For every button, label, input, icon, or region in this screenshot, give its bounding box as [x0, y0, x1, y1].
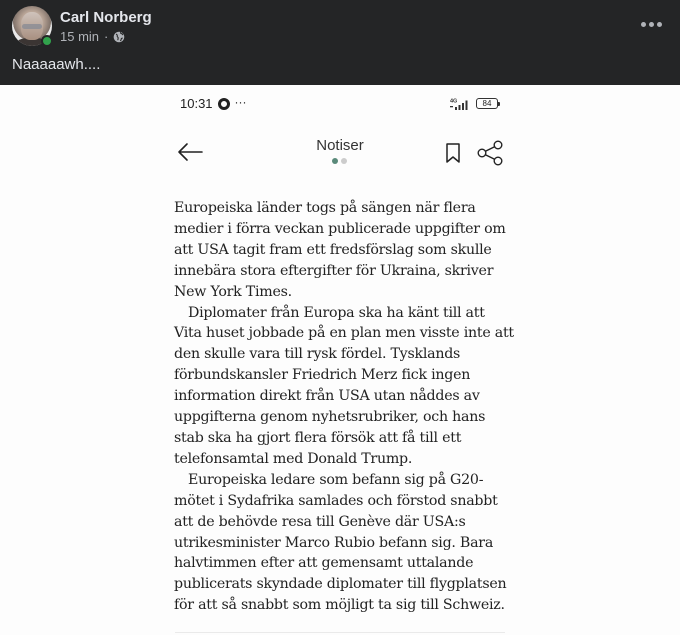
pager-dot[interactable] — [341, 158, 347, 164]
arrow-left-icon[interactable] — [175, 140, 205, 164]
globe-icon[interactable] — [113, 31, 125, 43]
status-dots: ··· — [234, 94, 247, 109]
post-time[interactable]: 15 min — [60, 29, 100, 44]
phone-status-bar — [180, 96, 247, 111]
divider — [175, 632, 505, 633]
more-horizontal-icon — [641, 22, 646, 27]
record-ring-icon — [218, 98, 230, 110]
online-status-icon — [41, 35, 53, 47]
meta-separator: · — [104, 29, 109, 44]
pager-dot-active[interactable] — [332, 158, 338, 164]
network-label: 4G — [450, 98, 458, 105]
page-indicator[interactable] — [332, 158, 347, 164]
author-name[interactable]: Carl Norberg — [60, 9, 152, 26]
battery-icon: 84 — [476, 98, 498, 109]
more-dot — [649, 22, 654, 27]
article-paragraph: Europeiska länder togs på sängen när flera medier i förra veckan publicerade uppgifter om att USA tagit fram ett fredsförslag som skulle innebära stora eftergifter för Ukraina, skriver New York Times. — [174, 200, 506, 300]
avatar-glasses — [22, 24, 42, 29]
page-title: Notiser — [316, 137, 364, 154]
post-meta — [60, 29, 125, 44]
post-header — [0, 0, 680, 85]
article-paragraph: Europeiska ledare som befann sig på G20-mötet i Sydafrika samlades och förstod snabbt att de behövde resa till Genève där USA:s utrikesminister Marco Rubio befann sig. Bara halvtimmen efter att gemensamt uttalande publicerats skyndade diplomater till flygplatsen för att så snabbt som möjligt ta sig till Schweiz. — [174, 471, 507, 614]
post-text: Naaaaawh.... — [12, 56, 101, 73]
more-options-button[interactable] — [638, 12, 664, 36]
bookmark-icon[interactable] — [444, 142, 462, 164]
article-paragraph: Diplomater från Europa ska ha känt till att Vita huset jobbade på en plan men visste inte att den skulle vara till rysk fördel. Tysklands förbundskansler Friedrich Merz fick ingen information direkt från USA utan nåddes av uppgifterna genom nyhetsrubriker, och hans stab ska ha gjort flera försök att få till ett telefonsamtal med Donald Trump. — [174, 304, 514, 467]
status-time: 10:31 — [180, 96, 213, 111]
signal-4g-icon — [449, 97, 473, 111]
share-icon[interactable] — [476, 140, 504, 166]
article-body — [174, 198, 514, 616]
more-dot — [657, 22, 662, 27]
